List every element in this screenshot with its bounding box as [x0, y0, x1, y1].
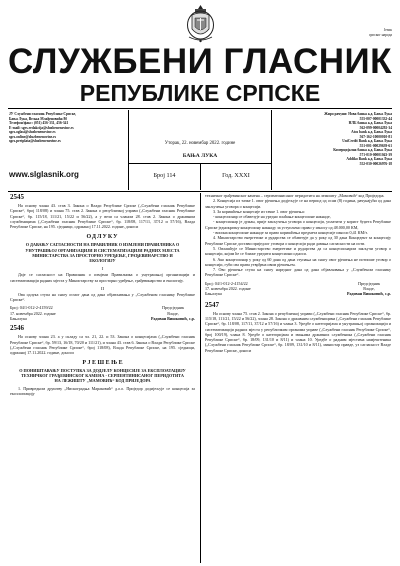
- issue-number: Број 114: [153, 172, 176, 179]
- account-line: НЛБ банка а.д. Бања Лука: [348, 121, 392, 125]
- ref-date: 17. новембра 2022. године: [10, 310, 56, 316]
- ref-number: Број: 04/1-012-2-4159/22: [10, 305, 53, 311]
- account-line: Atos bank а.д. Бања Лука: [351, 130, 392, 134]
- ref-date: 17. новембра 2022. године: [205, 286, 251, 292]
- section-text: - концесионар се обавезује на уредно плаћање концесионе накнаде,: [213, 214, 331, 220]
- coat-of-arms: [184, 3, 217, 45]
- section-text: - концесионар је дужан, прије закључења уговора о концесији, уплатити у корист буџета Републике Српске једнократну концесиону накнаду за уступљено право у износу од 48.000,00 КМ,: [205, 219, 391, 230]
- decision-number: 2547: [205, 300, 219, 309]
- ref-city: Бањалука: [10, 316, 27, 322]
- account-line: Комерцијална банка а.д. Бања Лука: [333, 148, 392, 152]
- section-text: 4. Министарство енергетике и рударства се обавезује да у року од 30 дана Концедент за концесију Републике Српске достави приједлог уговора о концесији ради давања сагласности на исти.: [205, 235, 391, 246]
- bank-accounts: [274, 112, 392, 166]
- section-text: - висина концесионе накнаде за право коришћења предмета концесије износи 0,41 КМ/т.: [213, 230, 368, 236]
- issue-date: Уторак, 22. новембар 2022. године: [164, 141, 236, 146]
- section-text: техничког грађевинског камена – серпентинисаног перидотита на лежишту „Мамовић“ код Приједора.: [205, 193, 385, 198]
- publisher-email[interactable]: sgrs.online@sluzbenenovine.rs: [9, 134, 57, 139]
- section-text: 3. За коришћење концесије из тачке 1. овог рјешења:: [213, 208, 305, 214]
- decision-intro: На основу члана 75. став 2. Закона о републичкој управи („Службени гласник Републике Српске“, бр. 115/18, 111/21, 15/22 и 56/22), члана 28. Закона о државним службеницима („Службени гласник Републике Српске“, бр. 118/08, 117/11, 37/12 и 57/16) и члана 3. Уредбе о категоријама и унутрашњој организацији и систематизацији радних мјеста у републичким органима управе („Службени гласник Републике Српске“, број 100/19), члана 8. Уредбе о категоријама и звањима државних службеника („Службени гласник Републике Српске“, бр. 18/09, 131/10 и 8/11) и члана 10. Уредбе о радним мјестима намјештеника („Службени гласник Републике Српске“, бр. 18/09, 131/10 и 8/11), министар правде, уз сагласност Владе Републике Српске, доноси: [205, 310, 391, 353]
- column-right: [205, 193, 391, 353]
- account-line: Addiko Bank а.д. Бања Лука: [346, 157, 392, 161]
- account-line: 571-010-00001043-39: [359, 152, 392, 157]
- publisher-email[interactable]: E-mail: sgrs.redakcija@sluzbenenovine.rs: [9, 125, 74, 130]
- section-text: 1. Привредном друштву „Нискоградња Мараковић“ д.о.о. Приједор додијељује се концесија за експлоатацију: [10, 386, 195, 397]
- signature-block: [10, 305, 195, 321]
- column-left: [10, 193, 195, 397]
- section-text: 6. Ако концесионар у року од 60 дана од дана ступања на снагу овог рјешења не потпише уговор о концесији, губи сва права утврђена овим рјешењем.: [205, 256, 391, 267]
- section-text: 5. Овлашћује се Министарство енергетике и рударства да са концесионаром закључи уговор о концесији, којим ће се ближе уредити концесиони односи.: [205, 245, 391, 257]
- ref-city: Бањалука: [205, 291, 222, 297]
- decision-subtitle: О ПОНИШТАВАЊУ ПОСТУПКА ЗА ДОДЈЕЛУ КОНЦЕСИЈЕ ЗА ЕКСПЛОАТАЦИЈУ ТЕХНИЧКОГ ГРАЂЕВИНСКОГ КАМЕНА - СЕРПЕНТИНИСАНОГ ПЕРИДОТИТА НА ЛЕЖИШТУ „МАМОВИЋ“ КОД ПРИЈЕДОРА: [19, 367, 186, 383]
- account-line: 562-099-00004292-34: [359, 125, 392, 130]
- decision-title: ОДЛУКУ: [86, 234, 119, 241]
- signer-role: Предсједник: [357, 280, 380, 286]
- decision-title: Р Ј Е Ш Е Њ Е: [82, 359, 123, 366]
- account-line: 551-001-00029639-61: [359, 143, 392, 148]
- signer-name: Радован Вишковић, с.р.: [346, 291, 391, 297]
- signer-name: Радован Вишковић, с.р.: [150, 316, 195, 322]
- website-link[interactable]: www.slglasnik.org: [9, 170, 79, 179]
- decision-number: 2546: [10, 324, 24, 333]
- publisher-line: ЈУ Службени гласник Републике Српске,: [9, 112, 77, 116]
- section-text: 2. Концесија из тачке 1. овог рјешења додјељује се на период од осам (8) година, рачунајући од дана закључења уговора о концесији.: [205, 198, 391, 209]
- section-numeral: I: [101, 266, 104, 272]
- decision-intro: На основу члана 43. став 3. Закона о Влади Републике Српске („Службени гласник Републике Српске“, број 118/08) и члана 75. став 2. Закона о републичкој управи („Службени гласник Републике Српске“, бр. 115/18, 111/21, 15/22 и 56/22), а у вези са чланом 28. став 2. Закона о државним службеницима („Службени гласник Републике Српске“, бр. 118/08, 117/11, 37/12 и 57/16), Влада Републике Српске, на 195. сједници, одржаној 17.11.2022. године, доноси: [10, 203, 195, 230]
- masthead-meta: [369, 28, 392, 37]
- publisher-line: Телефон/факс: (051) 456-331, 456-341: [9, 121, 69, 125]
- section-text: 7. Ово рјешење ступа на снагу наредног дана од дана објављивања у „Службеном гласнику Републике Српске“.: [205, 267, 391, 278]
- signature-block: [205, 281, 391, 297]
- year-label: Језик: [383, 28, 392, 32]
- decision-number: 2545: [10, 193, 24, 201]
- publisher-line: Бања Лука, Вељка Млађеновића 8б: [9, 116, 68, 121]
- account-line: 552-030-00026976-18: [359, 161, 392, 166]
- ref-number: Број: 04/1-012-2-4154/22: [205, 280, 248, 286]
- signer-role: Предсједник: [161, 305, 184, 311]
- decision-subtitle: О ДАВАЊУ САГЛАСНОСТИ НА ПРАВИЛНИК О ИЗМЈЕНИ ПРАВИЛНИКА О УНУТРАШЊОЈ ОРГАНИЗАЦИЈИ И СИСТЕМАТИЗАЦИЈИ РАДНИХ МЈЕСТА МИНИСТАРСТВА ЗА ПРОСТОРНО УРЕЂЕЊЕ, ГРАЂЕВИНАРСТВО И ЕКОЛОГИЈУ: [25, 242, 180, 264]
- issue-city: БАЊА ЛУКА: [182, 153, 218, 159]
- signer-body: Владе,: [363, 286, 375, 292]
- publisher-email[interactable]: sgrs.oglasi@sluzbenenovine.rs: [9, 130, 56, 134]
- signer-body: Владе,: [167, 310, 179, 316]
- coat-of-arms-icon: [184, 3, 217, 45]
- publisher-info: [9, 112, 127, 144]
- year-value: српског народа: [368, 32, 392, 37]
- section-numeral: II: [101, 285, 104, 291]
- gazette-subtitle: РЕПУБЛИКЕ СРПСКЕ: [79, 80, 321, 106]
- account-line: Жиро рачуни: Нова банка а.д. Бања Лука: [324, 112, 392, 116]
- decision-intro: На основу члана 23. а у складу са чл. 21, 22. и 53. Закона о концесијама („Службени гласник Републике Српске“, бр. 59/13, 16/18, 70/20 и 111/21), и члана 43. став 6. Закона о Влади Републике Српске („Службени гласник Републике Српске“, број 118/08), Влада Републике Српске, на 195. сједници, одржаној 17.11.2022. године, доноси: [10, 334, 195, 356]
- publisher-email[interactable]: sgrs.pretplata@sluzbenenovine.rs: [9, 139, 61, 143]
- account-line: UniCredit Bank а.д. Бања Лука: [342, 139, 392, 143]
- account-line: 567-162-10000010-81: [359, 134, 392, 139]
- section-text: Ова одлука ступа на снагу осмог дана од дана објављивања у „Службеном гласнику Републике Српске“.: [10, 291, 195, 303]
- account-line: 555-007-00001332-44: [359, 116, 392, 121]
- gazette-title: СЛУЖБЕНИ ГЛАСНИК: [7, 42, 393, 81]
- issue-year: Год. XXXI: [222, 172, 250, 179]
- section-text: Даје се сагласност на Правилник о измјени Правилника о унутрашњој организацији и систематизацији радних мјеста у Министарству за просторно уређење, грађевинарство и екологију.: [10, 272, 195, 283]
